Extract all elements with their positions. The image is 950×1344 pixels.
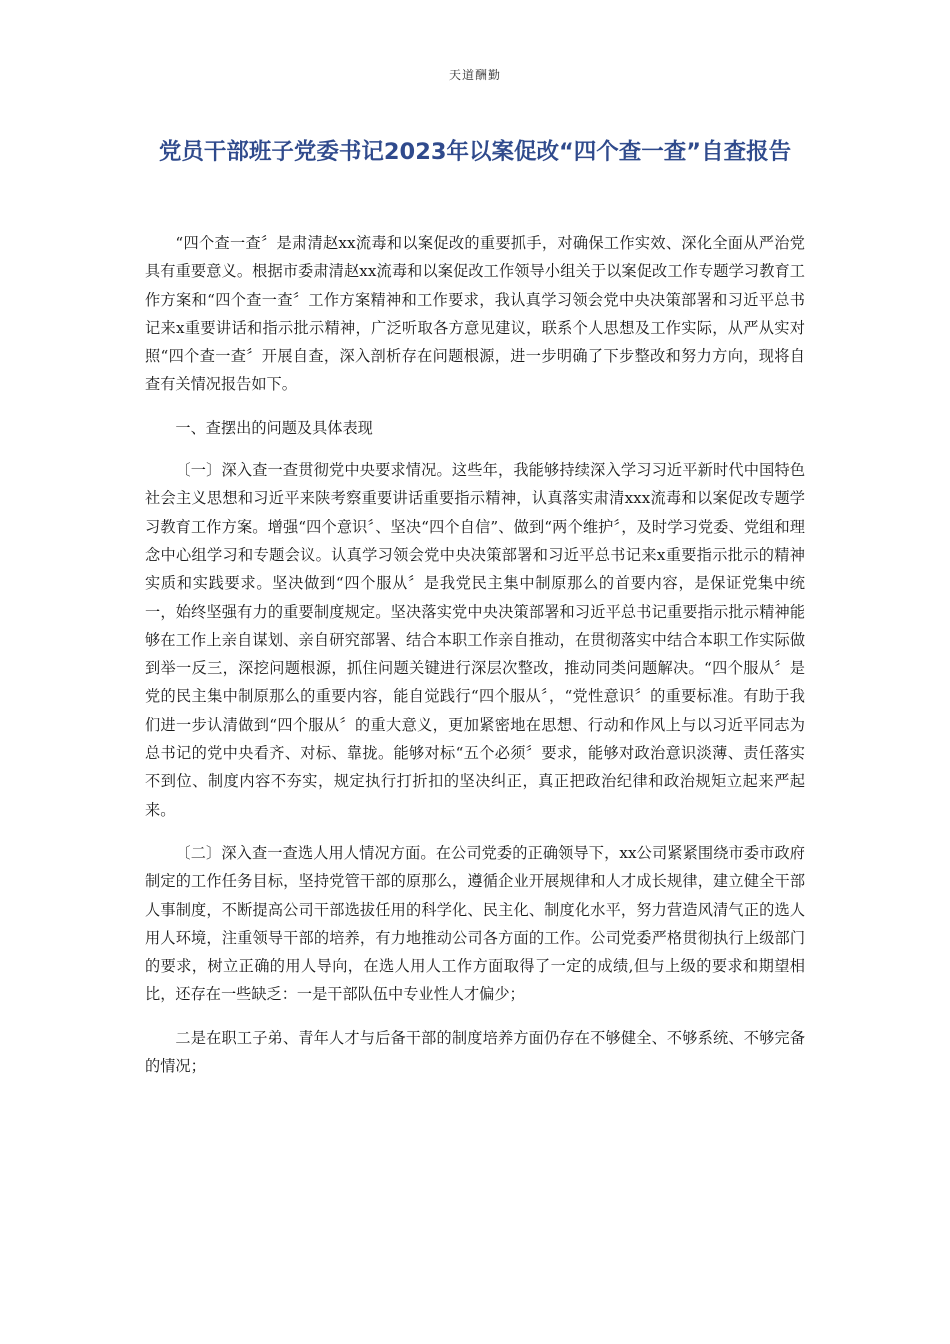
- page-header: 天道酬勤: [448, 68, 501, 82]
- intro-paragraph: “四个查一查〞是肃清赵xx流毒和以案促改的重要抓手，对确保工作实效、深化全面从严治党具有重要意义。根据市委肃清赵xx流毒和以案促改工作领导小组关于以案促改工作专题学习教育工作方案和“四个查一查〞工作方案精神和工作要求，我认真学习领会党中央决策部署和习近平总书记来x重要讲话和指示批示精神，广泛听取各方意见建议，联系个人思想及工作实际，从严从实对照“四个查一查〞开展自查，深入剖析存在问题根源，进一步明确了下步整改和努力方向，现将自查有关情况报告如下。: [145, 234, 805, 394]
- document-body: [145, 229, 805, 1095]
- paragraph-item-2: 〔二〕深入查一查选人用人情况方面。在公司党委的正确领导下，xx公司紧紧围绕市委市政府制定的工作任务目标，坚持党管干部的原那么，遵循企业开展规律和人才成长规律，建立健全干部人事制度，不断提高公司干部选拔任用的科学化、民主化、制度化水平，努力营造风清气正的选人用人环境，注重领导干部的培养，有力地推动公司各方面的工作。公司党委严格贯彻执行上级部门的要求，树立正确的用人导向，在选人用人工作方面取得了一定的成绩,但与上级的要求和期望相比，还存在一些缺乏：一是干部队伍中专业性人才偏少；: [145, 843, 805, 1004]
- section-heading: 一、查摆出的问题及具体表现: [175, 418, 373, 437]
- document-title: 党员干部班子党委书记2023年以案促改“四个查一查”自查报告: [158, 139, 792, 165]
- paragraph-item-3: 二是在职工子弟、青年人才与后备干部的制度培养方面仍存在不够健全、不够系统、不够完备的情况；: [145, 1028, 805, 1076]
- paragraph-item-1: 〔一〕深入查一查贯彻党中央要求情况。这些年，我能够持续深入学习习近平新时代中国特色社会主义思想和习近平来陕考察重要讲话重要指示精神，认真落实肃清xxx流毒和以案促改专题学习教育工作方案。增强“四个意识〞、坚决“四个自信”、做到“两个维护〞，及时学习党委、党组和理念中心组学习和专题会议。认真学习领会党中央决策部署和习近平总书记来x重要指示批示的精神实质和实践要求。坚决做到“四个服从〞是我党民主集中制原那么的首要内容，是保证党集中统一，始终坚强有力的重要制度规定。坚决落实党中央决策部署和习近平总书记重要指示批示精神能够在工作上亲自谋划、亲自研究部署、结合本职工作亲自推动，在贯彻落实中结合本职工作实际做到举一反三，深挖问题根源，抓住问题关键进行深层次整改，推动同类问题解决。“四个服从〞是党的民主集中制原那么的重要内容，能自觉践行“四个服从〞，“党性意识〞的重要标准。有助于我们进一步认清做到“四个服从〞的重大意义，更加紧密地在思想、行动和作风上与以习近平同志为总书记的党中央看齐、对标、靠拢。能够对标“五个必须〞要求，能够对政治意识淡薄、责任落实不到位、制度内容不夯实，规定执行打折扣的坚决纠正，真正把政治纪律和政治规矩立起来严起来。: [145, 461, 805, 819]
